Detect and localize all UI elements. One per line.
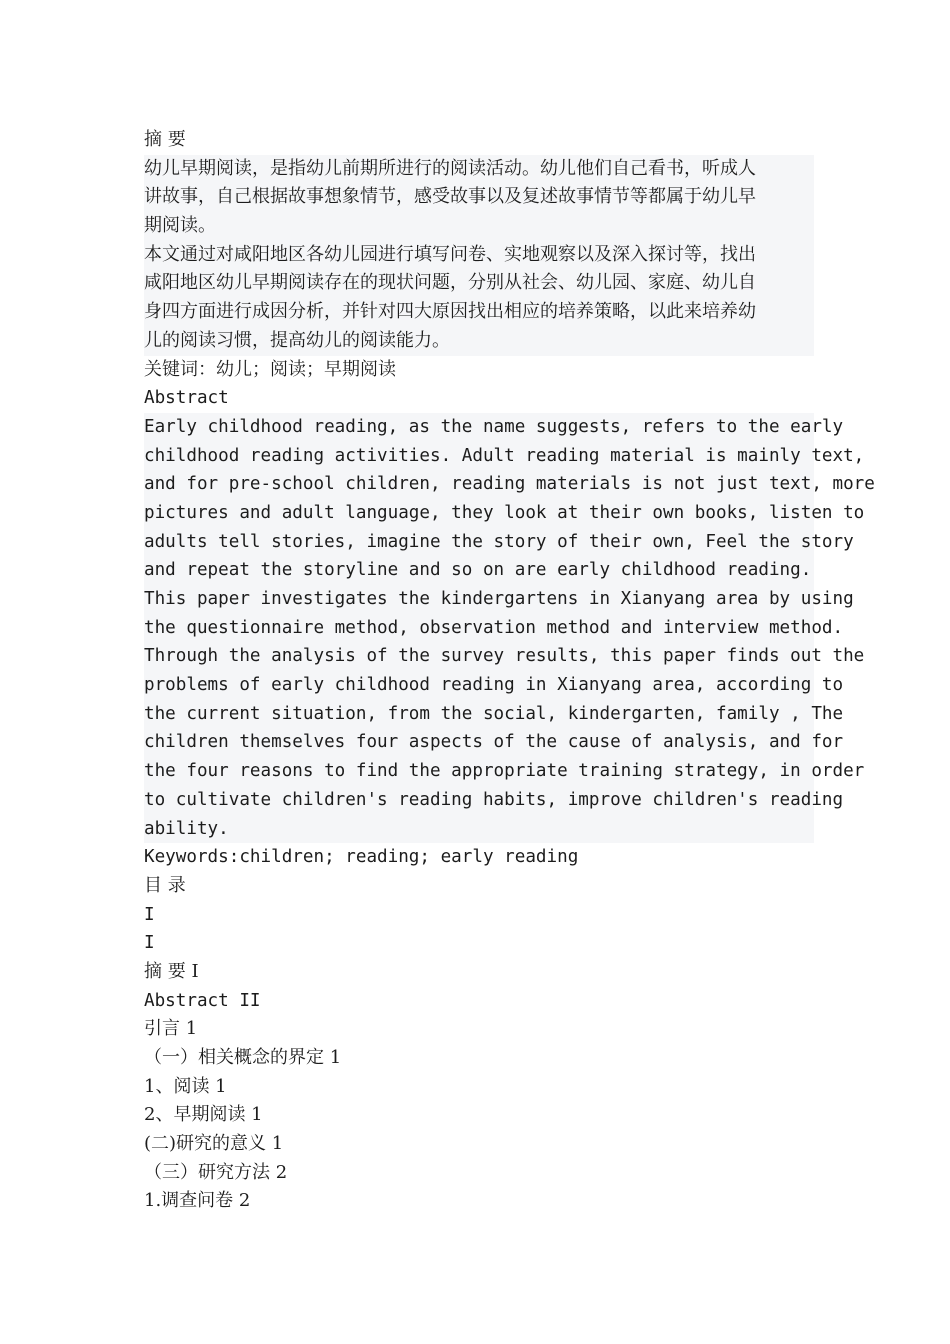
toc-item: (二)研究的意义 1 — [144, 1133, 284, 1155]
abstract-en-para1-line: childhood reading activities. Adult reading material is mainly text, — [144, 442, 814, 471]
abstract-cn-para2-line: 咸阳地区幼儿早期阅读存在的现状问题，分别从社会、幼儿园、家庭、幼儿自 — [144, 269, 814, 298]
abstract-en-para2-line: problems of early childhood reading in Xianyang area, according to — [144, 671, 814, 700]
abstract-cn-keywords: 关键词：幼儿；阅读；早期阅读 — [144, 358, 396, 380]
abstract-en-keywords: Keywords:children; reading; early reading — [144, 847, 579, 868]
toc-item: 摘 要 I — [144, 960, 199, 982]
abstract-en-para1-line: and repeat the storyline and so on are early childhood reading. — [144, 556, 814, 585]
abstract-en-para2-line: the questionnaire method, observation method and interview method. — [144, 614, 814, 643]
abstract-cn-heading: 摘 要 — [144, 129, 186, 150]
abstract-en-para2-line: ability. — [144, 815, 814, 844]
toc-item: （一）相关概念的界定 1 — [144, 1047, 342, 1068]
abstract-en-para1-line: pictures and adult language, they look at their own books, listen to — [144, 499, 814, 528]
abstract-cn-para1-line: 期阅读。 — [144, 212, 814, 241]
toc-item: 1.调查问卷 2 — [144, 1190, 251, 1212]
abstract-en-para1-line: and for pre-school children, reading materials is not just text, more — [144, 470, 814, 499]
document-page — [144, 126, 875, 1216]
abstract-en-para2-line: to cultivate children's reading habits, improve children's reading — [144, 786, 814, 815]
abstract-en-para2-line: Through the analysis of the survey results, this paper finds out the — [144, 642, 814, 671]
toc-item: 1、阅读 1 — [144, 1075, 227, 1097]
abstract-en-heading: Abstract — [144, 388, 229, 409]
abstract-cn-para1-line: 幼儿早期阅读，是指幼儿前期所进行的阅读活动。幼儿他们自己看书，听成人 — [144, 155, 814, 184]
abstract-en-para1-line: Early childhood reading, as the name suggests, refers to the early — [144, 413, 814, 442]
abstract-cn-para1-line: 讲故事，自己根据故事想象情节，感受故事以及复述故事情节等都属于幼儿早 — [144, 183, 814, 212]
toc-heading: 目 录 — [144, 874, 186, 896]
toc-item: 2、早期阅读 1 — [144, 1104, 263, 1126]
abstract-en-para2-line: children themselves four aspects of the cause of analysis, and for — [144, 728, 814, 757]
abstract-cn-para2-line: 本文通过对咸阳地区各幼儿园进行填写问卷、实地观察以及深入探讨等，找出 — [144, 241, 814, 270]
abstract-en-para1-line: adults tell stories, imagine the story of their own, Feel the story — [144, 528, 814, 557]
abstract-en-para2-line: This paper investigates the kindergartens in Xianyang area by using — [144, 585, 814, 614]
abstract-cn-para2-line: 身四方面进行成因分析，并针对四大原因找出相应的培养策略，以此来培养幼 — [144, 298, 814, 327]
toc-item: I — [144, 933, 155, 954]
abstract-cn-para2-line: 儿的阅读习惯，提高幼儿的阅读能力。 — [144, 327, 814, 356]
abstract-en-para2-line: the current situation, from the social, kindergarten, family , The — [144, 700, 814, 729]
toc-item: Abstract II — [144, 990, 261, 1011]
toc-item: （三）研究方法 2 — [144, 1161, 288, 1183]
abstract-en-para2-line: the four reasons to find the appropriate training strategy, in order — [144, 757, 814, 786]
toc-item: 引言 1 — [144, 1018, 198, 1040]
toc-item: I — [144, 904, 155, 925]
